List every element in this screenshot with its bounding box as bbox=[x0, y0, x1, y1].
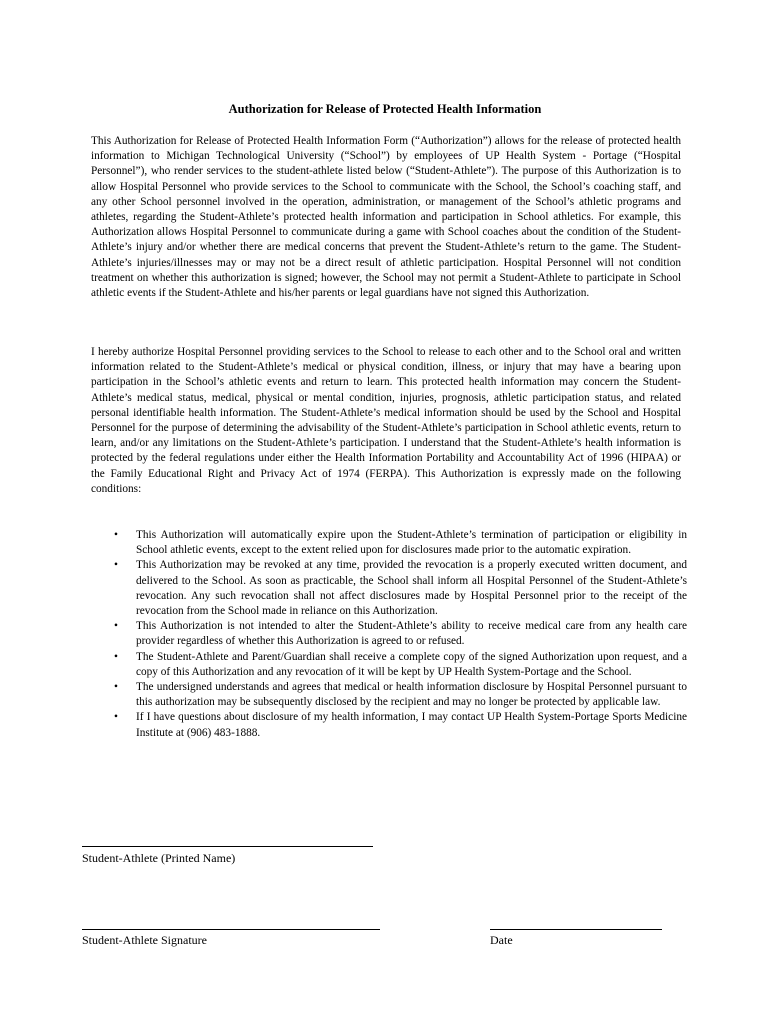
date-line[interactable] bbox=[490, 929, 662, 930]
conditions-list bbox=[136, 528, 687, 741]
condition-item: • The undersigned understands and agrees that medical or health information disclosure by Hospital Personnel pursuant to this authorization may be subsequently disclosed by the recipient and may no longer be protected by applicable law. bbox=[136, 680, 687, 710]
document-title: Authorization for Release of Protected Health Information bbox=[228, 102, 542, 116]
signature-line[interactable] bbox=[82, 929, 380, 930]
date-label: Date bbox=[490, 933, 513, 947]
condition-item: • If I have questions about disclosure of my health information, I may contact UP Health System-Portage Sports Medicine Institute at (906) 483-1888. bbox=[136, 710, 687, 740]
intro-paragraph: This Authorization for Release of Protected Health Information Form (“Authorization”) allows for the release of protected health information to Michigan Technological University (“School”) by employees of UP Health System - Portage (“Hospital Personnel”), who render services to the student-athlete listed below (“Student-Athlete”). The purpose of this Authorization is to allow Hospital Personnel who provide services to the School to communicate with the School, the School’s coaching staff, and any other School personnel involved in the operation, administration, or management of the School’s athletic programs and athletes, regarding the Student-Athlete’s protected health information and participation in School athletics. For example, this Authorization allows Hospital Personnel to communicate during a game with School coaches about the condition of the Student-Athlete’s injury and/or whether there are medical concerns that prevent the Student-Athlete’s return to the game. The Student-Athlete’s injuries/illnesses may or may not be a direct result of athletic participation. Hospital Personnel will not condition treatment on whether this authorization is signed; however, the School may not permit a Student-Athlete to participate in School athletic events if the Student-Athlete and his/her parents or legal guardians have not signed this Authorization. bbox=[91, 135, 681, 300]
printed-name-label: Student-Athlete (Printed Name) bbox=[82, 851, 236, 865]
signature-label: Student-Athlete Signature bbox=[82, 933, 207, 947]
condition-item: • The Student-Athlete and Parent/Guardian shall receive a complete copy of the signed Authorization upon request, and a copy of this Authorization and any revocation of it will be kept by UP Health System-Portage and the School. bbox=[136, 650, 687, 680]
condition-item: • This Authorization may be revoked at any time, provided the revocation is a properly executed written document, and delivered to the School. As soon as practicable, the School shall inform all Hospital Personnel of the Student-Athlete’s revocation. Any such revocation shall not affect disclosures made by Hospital Personnel prior to the receipt of the revocation from the School made in reliance on this Authorization. bbox=[136, 558, 687, 619]
authorization-paragraph: I hereby authorize Hospital Personnel providing services to the School to release to each other and to the School oral and written information related to the Student-Athlete’s medical or physical condition, illness, or injury that may have a bearing upon participation in the School’s athletic events and return to learn. This protected health information may concern the Student-Athlete’s medical status, medical, physical or mental condition, injuries, prognosis, athletic participation status, and related personal identifiable health information. The Student-Athlete’s medical information should be used by the School and Hospital Personnel for the purpose of determining the advisability of the Student-Athlete’s participation in School athletic events, return to learn, and/or any limitations on the Student-Athlete’s participation. I understand that the Student-Athlete’s health information is protected by the federal regulations under either the Health Information Portability and Accountability Act of 1996 (HIPAA) or the Family Educational Right and Privacy Act of 1974 (FERPA). This Authorization is expressly made on the following conditions: bbox=[91, 346, 681, 495]
printed-name-line[interactable] bbox=[82, 846, 373, 847]
condition-item: • This Authorization will automatically expire upon the Student-Athlete’s termination of participation or eligibility in School athletic events, except to the extent relied upon for disclosures made prior to the automatic expiration. bbox=[136, 528, 687, 558]
condition-item: • This Authorization is not intended to alter the Student-Athlete’s ability to receive medical care from any health care provider regardless of whether this Authorization is agreed to or refused. bbox=[136, 619, 687, 649]
